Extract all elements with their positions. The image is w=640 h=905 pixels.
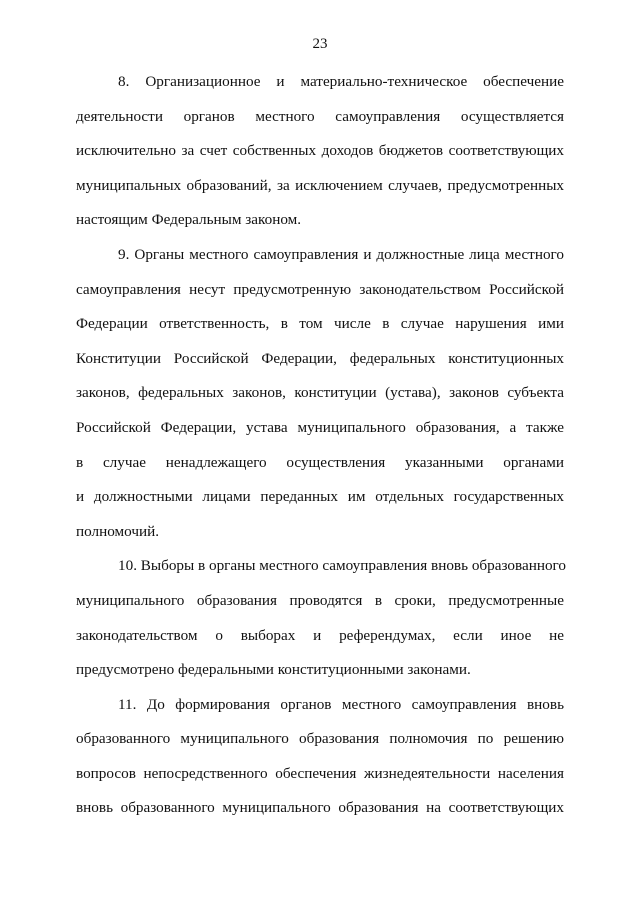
paragraph-line: 9. Органы местного самоуправления и должностные лица местного <box>118 245 564 263</box>
paragraph-line: вновь образованного муниципального образования на соответствующих <box>76 799 564 817</box>
paragraph-8 <box>76 72 564 230</box>
page-number: 23 <box>312 36 328 52</box>
paragraph-line: 11. До формирования органов местного самоуправления вновь <box>118 695 564 713</box>
paragraph-line: настоящим Федеральным законом. <box>76 211 302 229</box>
paragraph-line: 10. Выборы в органы местного самоуправления вновь образованного <box>118 557 566 575</box>
paragraph-line: в случае ненадлежащего осуществления указанными органами <box>76 453 564 471</box>
paragraph-line: муниципального образования проводятся в сроки, предусмотренные <box>76 591 564 609</box>
document-body <box>76 72 564 833</box>
paragraph-line: образованного муниципального образования полномочия по решению <box>76 730 564 748</box>
paragraph-line: Федерации ответственность, в том числе в случае нарушения ими <box>76 315 564 333</box>
paragraph-line: Конституции Российской Федерации, федеральных конституционных <box>76 349 564 367</box>
paragraph-line: самоуправления несут предусмотренную законодательством Российской <box>76 280 564 298</box>
paragraph-line: вопросов непосредственного обеспечения жизнедеятельности населения <box>76 764 564 782</box>
paragraph-line: муниципальных образований, за исключением случаев, предусмотренных <box>76 176 564 194</box>
paragraph-line: и должностными лицами переданных им отдельных государственных <box>76 488 564 506</box>
paragraph-line: Российской Федерации, устава муниципального образования, а также <box>76 418 564 436</box>
paragraph-11 <box>76 695 564 819</box>
paragraph-line: полномочий. <box>76 522 160 540</box>
paragraph-10 <box>76 556 564 680</box>
paragraph-line: законов, федеральных законов, конституции (устава), законов субъекта <box>76 384 564 402</box>
paragraph-line: законодательством о выборах и референдумах, если иное не <box>76 626 564 644</box>
paragraph-line: предусмотрено федеральными конституционными законами. <box>76 661 471 679</box>
paragraph-line: 8. Организационное и материально-техническое обеспечение <box>118 73 564 90</box>
paragraph-line: деятельности органов местного самоуправления осуществляется <box>76 107 564 125</box>
paragraph-line: исключительно за счет собственных доходов бюджетов соответствующих <box>76 142 564 160</box>
paragraph-9 <box>76 245 564 542</box>
